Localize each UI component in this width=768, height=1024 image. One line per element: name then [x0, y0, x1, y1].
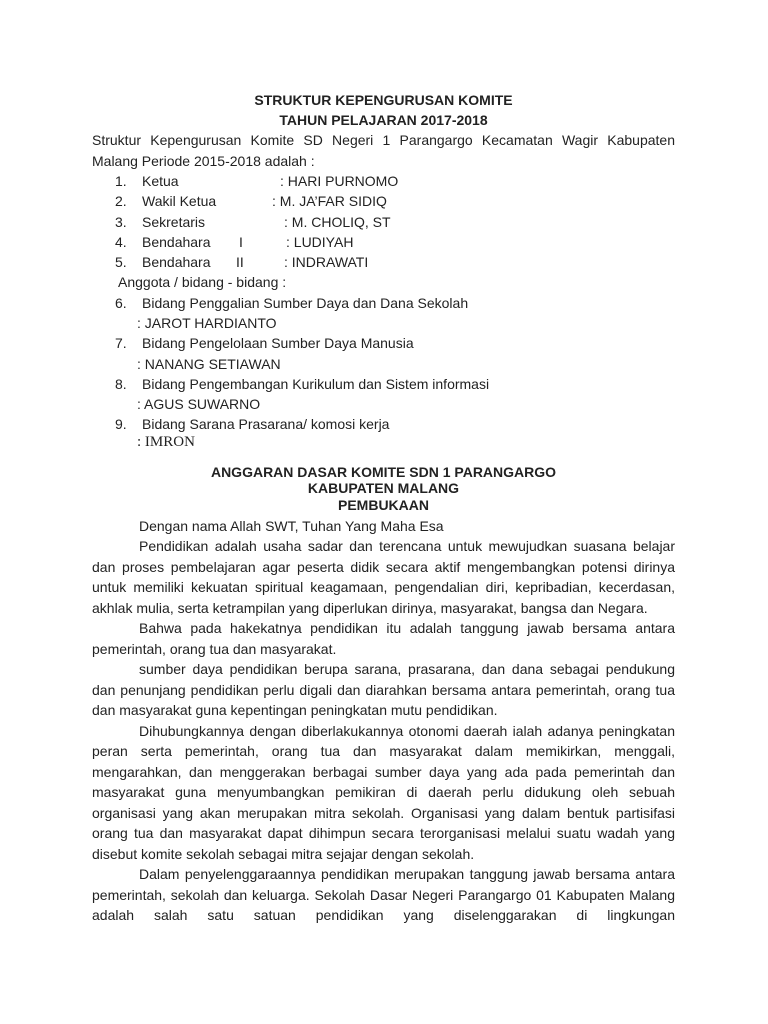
- list-number: 4.: [115, 233, 127, 250]
- field-list: [92, 293, 675, 451]
- paragraph-line: Bahwa pada hakekatnya pendidikan itu adalah tanggung jawab bersama antara: [139, 620, 675, 637]
- paragraph-line: Dihubungkannya dengan diberlakukannya otonomi daerah ialah adanya peningkatan: [139, 722, 675, 739]
- paragraph-line: mengarahkan, dan menggerakan berbagai sumber daya yang ada pada pemerintah dan: [92, 763, 675, 780]
- paragraph-1: [92, 536, 675, 618]
- intro-line: Malang Periode 2015-2018 adalah :: [92, 152, 315, 169]
- list-item: [92, 333, 675, 374]
- list-number: 2.: [115, 193, 127, 210]
- field-label: Bidang Sarana Prasarana/ komosi kerja: [142, 415, 390, 432]
- paragraph-line: akhlak mulia, serta ketrampilan yang diperlukan dirinya, masyarakat, bangsa dan Negara.: [92, 599, 648, 616]
- officer-role: Wakil Ketua: [142, 193, 217, 210]
- officer-list: [92, 171, 675, 272]
- paragraph-line: dan masyarakat guna kepentingan peningkatan mutu pendidikan.: [92, 702, 498, 719]
- officer-row-bendahara-1: [92, 232, 675, 252]
- field-person: : IMRON: [137, 433, 195, 450]
- paragraph-line: untuk memiliki kekuatan spiritual keagamaan, pengendalian diri, kepribadian, kecerdasan,: [92, 579, 675, 596]
- section-subtitle: KABUPATEN MALANG: [307, 480, 460, 497]
- document-body: [92, 90, 675, 926]
- officer-role: Ketua: [142, 173, 179, 189]
- document-title: STRUKTUR KEPENGURUSAN KOMITE: [254, 92, 513, 108]
- list-number: 9.: [115, 415, 127, 432]
- document-subtitle: TAHUN PELAJARAN 2017-2018: [279, 112, 488, 128]
- members-label: Anggota / bidang - bidang :: [118, 274, 287, 291]
- paragraph-2: [92, 618, 675, 659]
- list-number: 1.: [115, 173, 127, 189]
- field-label: Bidang Pengembangan Kurikulum dan Sistem informasi: [142, 375, 490, 392]
- officer-row-wakil-ketua: [92, 191, 675, 211]
- section-title: ANGGARAN DASAR KOMITE SDN 1 PARANGARGO: [210, 463, 557, 480]
- list-item: [92, 374, 675, 415]
- members-label-row: [92, 272, 675, 292]
- intro-line: Struktur Kepengurusan Komite SD Negeri 1 Parangargo Kecamatan Wagir Kabupaten: [92, 132, 675, 148]
- field-person: : NANANG SETIAWAN: [137, 355, 281, 372]
- paragraph-line: Pendidikan adalah usaha sadar dan terencana untuk mewujudkan suasana belajar: [139, 538, 675, 555]
- section-heading: PEMBUKAAN: [338, 496, 429, 513]
- list-item: [92, 293, 675, 334]
- officer-name: : LUDIYAH: [286, 233, 354, 250]
- paragraph-4: [92, 721, 675, 865]
- officer-row-ketua: [92, 171, 675, 191]
- officer-row-bendahara-2: [92, 252, 675, 272]
- paragraph-line: orang tua dan masyarakat dapat dihimpun secara terorganisasi melalui suatu wadah yang: [92, 825, 675, 842]
- officer-role: Sekretaris: [142, 213, 206, 230]
- list-number: 8.: [115, 375, 127, 392]
- paragraph-line: sumber daya pendidikan berupa sarana, prasarana, dan dana sebagai pendukung: [139, 661, 675, 678]
- paragraph-line: peran serta pemerintah, orang tua dan masyarakat dalam memikirkan, menggali,: [92, 743, 675, 760]
- officer-role: Bendahara: [142, 254, 211, 271]
- field-person: : JAROT HARDIANTO: [137, 315, 277, 332]
- list-number: 3.: [115, 213, 127, 230]
- field-label: Bidang Pengelolaan Sumber Daya Manusia: [142, 335, 414, 352]
- officer-name: : M. CHOLIQ, ST: [284, 213, 391, 230]
- paragraph-line: adalah salah satu satuan pendidikan yang diselenggarakan di lingkungan: [92, 907, 675, 924]
- list-number: 6.: [115, 294, 127, 311]
- officer-row-sekretaris: [92, 212, 675, 232]
- field-label: Bidang Penggalian Sumber Daya dan Dana Sekolah: [142, 294, 469, 311]
- paragraph-3: [92, 659, 675, 721]
- paragraph-line: Dalam penyelenggaraannya pendidikan merupakan tanggung jawab bersama antara: [139, 866, 675, 883]
- field-person: : AGUS SUWARNO: [137, 396, 261, 413]
- list-number: 7.: [115, 335, 127, 352]
- opening-text: Dengan nama Allah SWT, Tuhan Yang Maha Esa: [139, 518, 444, 535]
- opening-line: [92, 516, 675, 536]
- paragraph-line: organisasi yang akan merupakan mitra sekolah. Organisasi yang dalam bentuk partisifasi: [92, 804, 675, 821]
- list-number: 5.: [115, 254, 127, 271]
- officer-name: : HARI PURNOMO: [280, 173, 399, 189]
- list-item: [92, 415, 675, 451]
- paragraph-line: dan proses pembelajaran agar peserta didik secara aktif mengembangkan potensi dirinya: [92, 558, 675, 575]
- paragraph-line: pemerintah, sekolah dan keluarga. Sekolah Dasar Negeri Parangargo 01 Kabupaten Malang: [92, 886, 675, 903]
- officer-name: : INDRAWATI: [284, 254, 369, 271]
- officer-roman: I: [239, 233, 243, 250]
- paragraph-line: pemerintah, orang tua dan masyarakat.: [92, 640, 337, 657]
- officer-roman: II: [236, 254, 244, 271]
- officer-name: : M. JA’FAR SIDIQ: [272, 193, 387, 210]
- paragraph-line: disebut komite sekolah sebagai mitra sejajar dengan sekolah.: [92, 845, 475, 862]
- paragraph-5: [92, 864, 675, 926]
- officer-role: Bendahara: [142, 233, 211, 250]
- paragraph-line: masyarakat guna menyumbangkan pemikiran di daerah perlu didukung oleh sebuah: [92, 784, 675, 801]
- paragraph-line: dan penunjang pendidikan perlu digali dan diarahkan bersama antara pemerintah, orang tua: [92, 681, 675, 698]
